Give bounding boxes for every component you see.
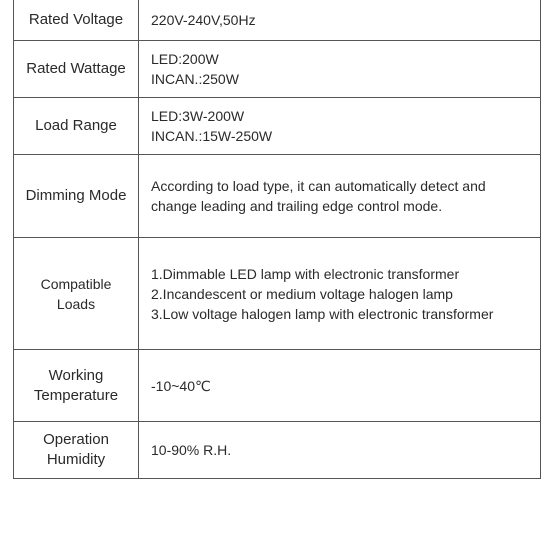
row-label: Rated Voltage bbox=[28, 10, 124, 28]
row-value-cell bbox=[139, 350, 541, 422]
table-row-operation-humidity bbox=[14, 422, 541, 479]
row-value-cell bbox=[139, 422, 541, 479]
row-value: LED:200W bbox=[151, 51, 219, 67]
row-value-cell bbox=[139, 41, 541, 98]
row-value: INCAN.:250W bbox=[151, 71, 239, 87]
row-value: 3.Low voltage halogen lamp with electronic transformer bbox=[151, 305, 494, 322]
row-label: Humidity bbox=[46, 451, 106, 468]
row-value-cell bbox=[139, 155, 541, 238]
row-label-cell bbox=[14, 0, 139, 41]
table-row-rated-wattage bbox=[14, 41, 541, 98]
row-label: Dimming Mode bbox=[25, 187, 127, 204]
row-value: 2.Incandescent or medium voltage halogen lamp bbox=[151, 285, 453, 302]
row-label-cell bbox=[14, 350, 139, 422]
row-label-cell bbox=[14, 422, 139, 479]
row-value: 220V-240V,50Hz bbox=[151, 11, 256, 28]
row-value-cell bbox=[139, 98, 541, 155]
row-label-cell bbox=[14, 155, 139, 238]
row-label-cell bbox=[14, 98, 139, 155]
row-value: INCAN.:15W-250W bbox=[151, 128, 273, 144]
table-row-dimming-mode bbox=[14, 155, 541, 238]
row-value: According to load type, it can automatically detect and change leading and trailing edge control mode. bbox=[151, 178, 486, 214]
row-label-cell bbox=[14, 41, 139, 98]
row-label: Temperature bbox=[33, 386, 119, 404]
table-row-compatible-loads bbox=[14, 238, 541, 350]
row-label: Operation bbox=[43, 431, 109, 448]
row-label-cell bbox=[14, 238, 139, 350]
table-row-working-temperature bbox=[14, 350, 541, 422]
row-label: Load Range bbox=[35, 117, 117, 134]
row-label: Compatible bbox=[40, 275, 112, 292]
spec-table bbox=[13, 0, 541, 479]
row-value: -10~40℃ bbox=[151, 377, 211, 394]
row-label: Rated Wattage bbox=[26, 60, 126, 77]
row-value: LED:3W-200W bbox=[151, 108, 245, 124]
table-row-rated-voltage bbox=[14, 0, 541, 41]
row-value-cell bbox=[139, 238, 541, 350]
row-label: Loads bbox=[56, 295, 96, 312]
row-value: 10-90% R.H. bbox=[151, 442, 232, 458]
table-row-load-range bbox=[14, 98, 541, 155]
row-value: 1.Dimmable LED lamp with electronic transformer bbox=[151, 265, 460, 282]
row-label: Working bbox=[48, 366, 104, 384]
row-value-cell bbox=[139, 0, 541, 41]
